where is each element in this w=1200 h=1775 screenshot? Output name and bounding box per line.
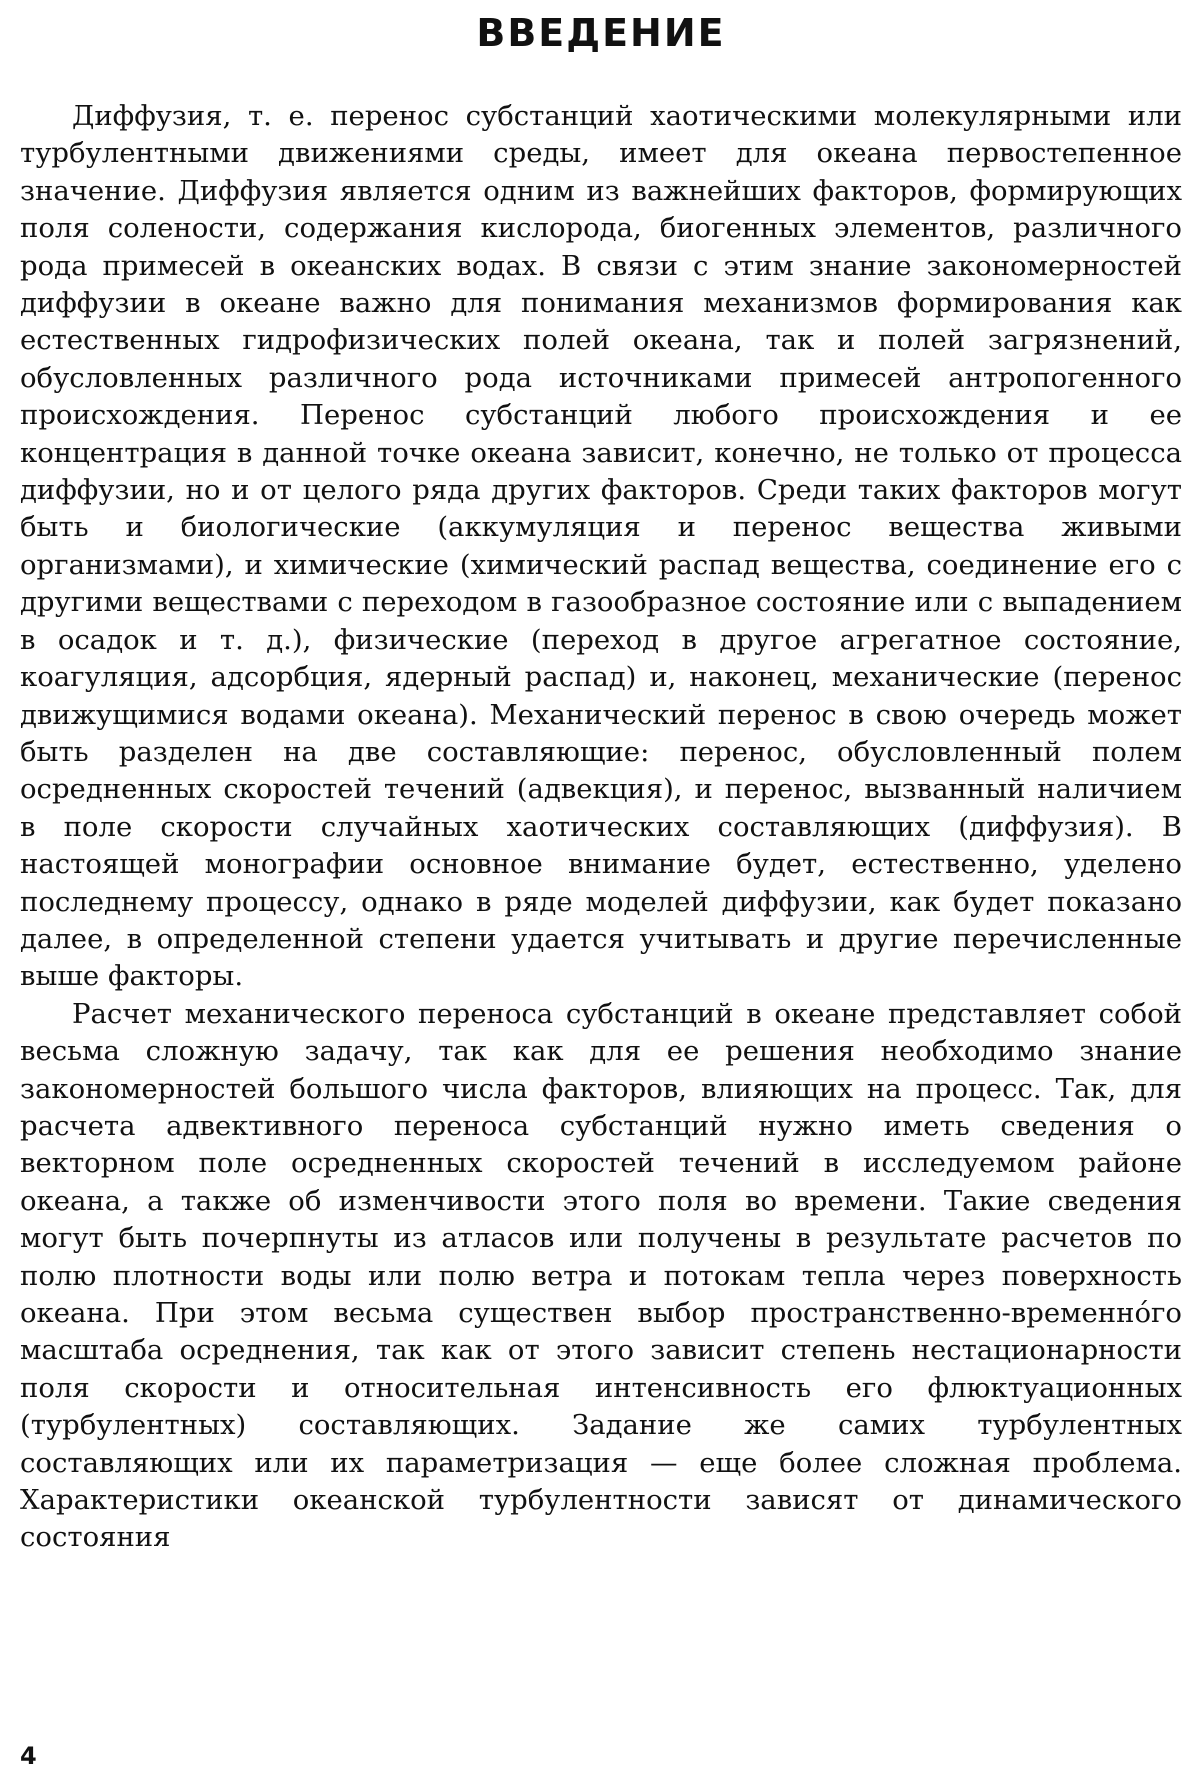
- body-text: [20, 98, 1182, 1557]
- paragraph-1: Диффузия, т. е. перенос субстанций хаотическими молекулярными или турбулентными движениями среды, имеет для океана первостепенное значение. Диффузия является одним из важнейших факторов, формирующих поля солености, содержания кислорода, биогенных элементов, различного рода примесей в океанских водах. В связи с этим знание закономерностей диффузии в океане важно для понимания механизмов формирования как естественных гидрофизических полей океана, так и полей загрязнений, обусловленных различного рода источниками примесей антропогенного происхождения. Перенос субстанций любого происхождения и ее концентрация в данной точке океана зависит, конечно, не только от процесса диффузии, но и от целого ряда других факторов. Среди таких факторов могут быть и биологические (аккумуляция и перенос вещества живыми организмами), и химические (химический распад вещества, соединение его с другими веществами с переходом в газообразное состояние или с выпадением в осадок и т. д.), физические (переход в другое агрегатное состояние, коагуляция, адсорбция, ядерный распад) и, наконец, механические (перенос движущимися водами океана). Механический перенос в свою очередь может быть разделен на две составляющие: перенос, обусловленный полем осредненных скоростей течений (адвекция), и перенос, вызванный наличием в поле скорости случайных хаотических составляющих (диффузия). В настоящей монографии основное внимание будет, естественно, уделено последнему процессу, однако в ряде моделей диффузии, как будет показано далее, в определенной степени удается учитывать и другие перечисленные выше факторы.: [20, 100, 1182, 993]
- page-number: 4: [20, 1742, 37, 1770]
- document-page: [20, 0, 1182, 1775]
- page-title: ВВЕДЕНИЕ: [476, 11, 726, 55]
- paragraph-2: Расчет механического переноса субстанций в океане представляет собой весьма сложную задачу, так как для ее решения необходимо знание закономерностей большого числа факторов, влияющих на процесс. Так, для расчета адвективного переноса субстанций нужно иметь сведения о векторном поле осредненных скоростей течений в исследуемом районе океана, а также об изменчивости этого поля во времени. Такие сведения могут быть почерпнуты из атласов или получены в результате расчетов по полю плотности воды или полю ветра и потокам тепла через поверхность океана. При этом весьма существен выбор пространственно-временно́го масштаба осреднения, так как от этого зависит степень нестационарности поля скорости и относительная интенсивность его флюктуационных (турбулентных) составляющих. Задание же самих турбулентных составляющих или их параметризация — еще более сложная проблема. Характеристики океанской турбулентности зависят от динамического состояния: [20, 997, 1182, 1554]
